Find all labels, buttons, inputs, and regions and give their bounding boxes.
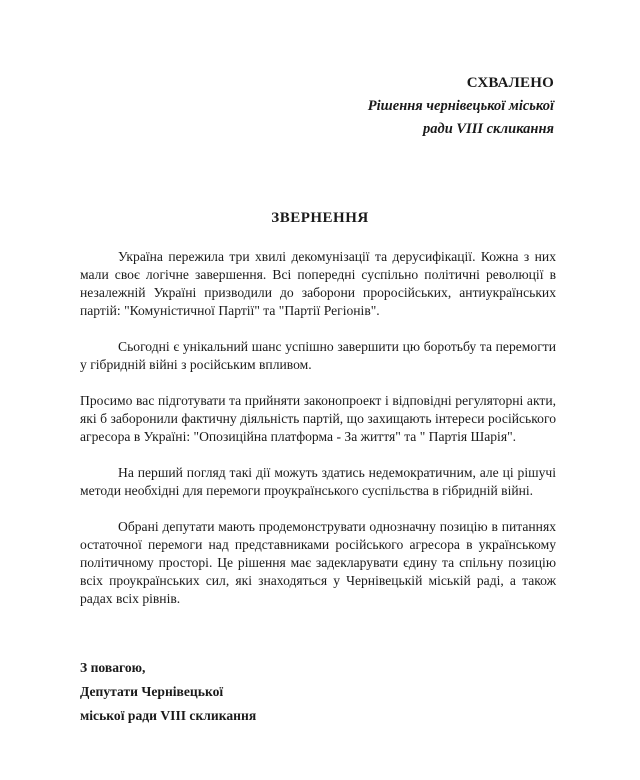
approval-decision-line: Рішення чернівецької міської bbox=[367, 98, 554, 114]
paragraph-4: На перший погляд такі дії можуть здатись недемократичним, але ці рішучі методи необхідні для перемоги проукраїнського суспільства в гібридній війні. bbox=[80, 465, 556, 498]
paragraph-3: Просимо вас підготувати та прийняти законопроект і відповідні регуляторні акти, які б заборонили фактичну діяльність партій, що захищають інтереси російського агресора в Україні: "Опозиційна платформа - За життя" та " Партія Шарія". bbox=[80, 393, 556, 444]
signature-authors: Депутати Чернівецької bbox=[80, 684, 224, 699]
document-title: ЗВЕРНЕННЯ bbox=[271, 210, 369, 226]
signature-block bbox=[80, 656, 256, 728]
signature-council: міської ради VIII скликання bbox=[80, 708, 257, 723]
paragraph-1: Україна пережила три хвилі декомунізації та дерусифікації. Кожна з них мали своє логічне завершення. Всі попередні суспільно політичні революції в незалежній Україні призводили до заборони проросійських, антиукраїнських партій: "Комуністичної Партії" та "Партії Регіонів". bbox=[80, 249, 556, 318]
approval-council-line: ради VIII скликання bbox=[423, 121, 554, 137]
paragraph-5: Обрані депутати мають продемонструвати однозначну позицію в питаннях остаточної перемоги над представниками російського агресора в українському політичному просторі. Це рішення має задекларувати єдину та спільну позицію всіх проукраїнських сил, які знаходяться у Чернівецькій міській раді, а також радах всіх рівнів. bbox=[80, 519, 556, 606]
approval-heading: СХВАЛЕНО bbox=[466, 75, 554, 91]
approval-stamp bbox=[368, 72, 554, 141]
signature-greeting: З повагою, bbox=[80, 660, 146, 675]
document-body bbox=[80, 248, 556, 626]
paragraph-2: Сьогодні є унікальний шанс успішно завершити цю боротьбу та перемогти у гібридній війні з російським впливом. bbox=[80, 339, 556, 372]
